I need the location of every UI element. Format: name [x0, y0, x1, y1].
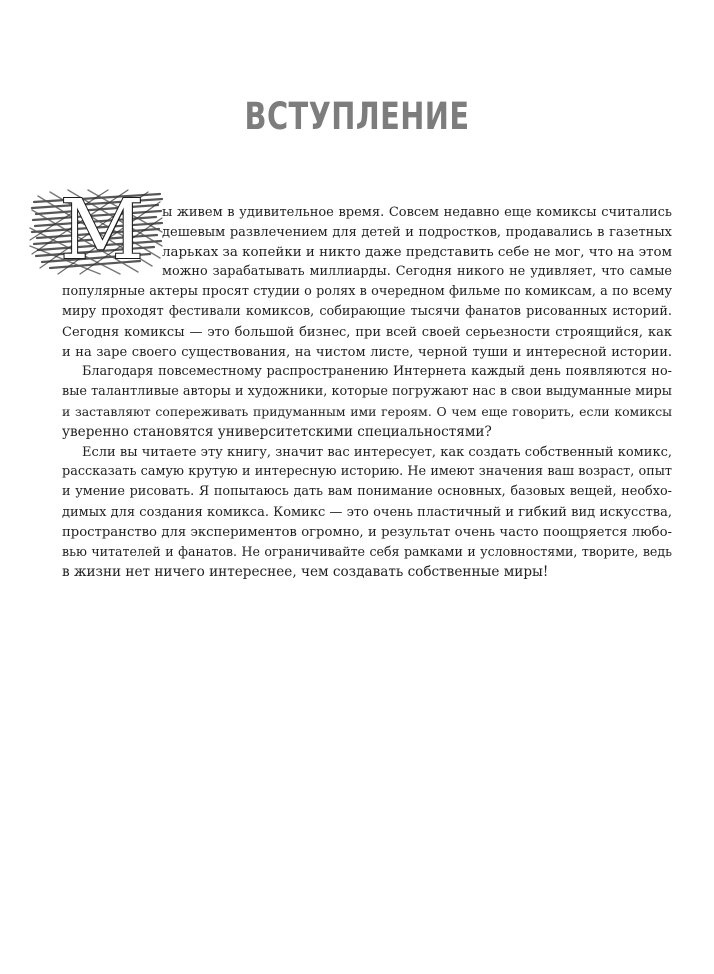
body-line: в жизни нет ничего интереснее, чем создавать собственные миры!: [62, 564, 549, 580]
body-line: уверенно становятся университетскими специальностями?: [62, 424, 492, 440]
body-line: дешевым развлечением для детей и подростков, продавались в газетных: [162, 225, 672, 240]
body-line: пространство для экспериментов огромно, и результат очень часто поощряется любо-: [62, 525, 672, 540]
body-line: Благодаря повсеместному распространению Интернета каждый день появляются но-: [82, 364, 672, 379]
body-line: ларьках за копейки и никто даже представить себе не мог, что на этом: [162, 245, 672, 260]
body-line: вью читателей и фанатов. Не ограничивайте себя рамками и условностями, творите, ведь: [62, 544, 672, 559]
body-line: Сегодня комиксы — это большой бизнес, при всей своей серьезности строящийся, как: [62, 325, 672, 340]
body-line: димых для создания комикса. Комикс — это очень пластичный и гибкий вид искусства,: [62, 505, 672, 520]
body-line: миру проходят фестивали комиксов, собирающие тысячи фанатов рисованных историй.: [62, 304, 672, 319]
body-line: и на заре своего существования, на чистом листе, черной туши и интересной истории.: [62, 345, 672, 360]
body-line: и заставляют сопереживать придуманным ими героям. О чем еще говорить, если комиксы: [62, 404, 672, 419]
body-line: и умение рисовать. Я попытаюсь дать вам понимание основных, базовых вещей, необхо-: [62, 484, 672, 499]
body-line: вые талантливые авторы и художники, которые погружают нас в свои выдуманные миры: [62, 384, 672, 399]
drop-cap: [28, 183, 166, 278]
body-line: популярные актеры просят студии о ролях в очередном фильме по комиксам, а по всему: [62, 284, 672, 299]
page-title: ВСТУПЛЕНИЕ: [244, 95, 470, 138]
body-line: ы живем в удивительное время. Совсем недавно еще комиксы считались: [162, 205, 672, 220]
drop-cap-letter: М: [60, 183, 144, 278]
body-line: можно зарабатывать миллиарды. Сегодня никого не удивляет, что самые: [162, 264, 672, 279]
body-line: Если вы читаете эту книгу, значит вас интересует, как создать собственный комикс,: [82, 445, 672, 460]
body-line: рассказать самую крутую и интересную историю. Не имеют значения ваш возраст, опыт: [62, 464, 672, 479]
